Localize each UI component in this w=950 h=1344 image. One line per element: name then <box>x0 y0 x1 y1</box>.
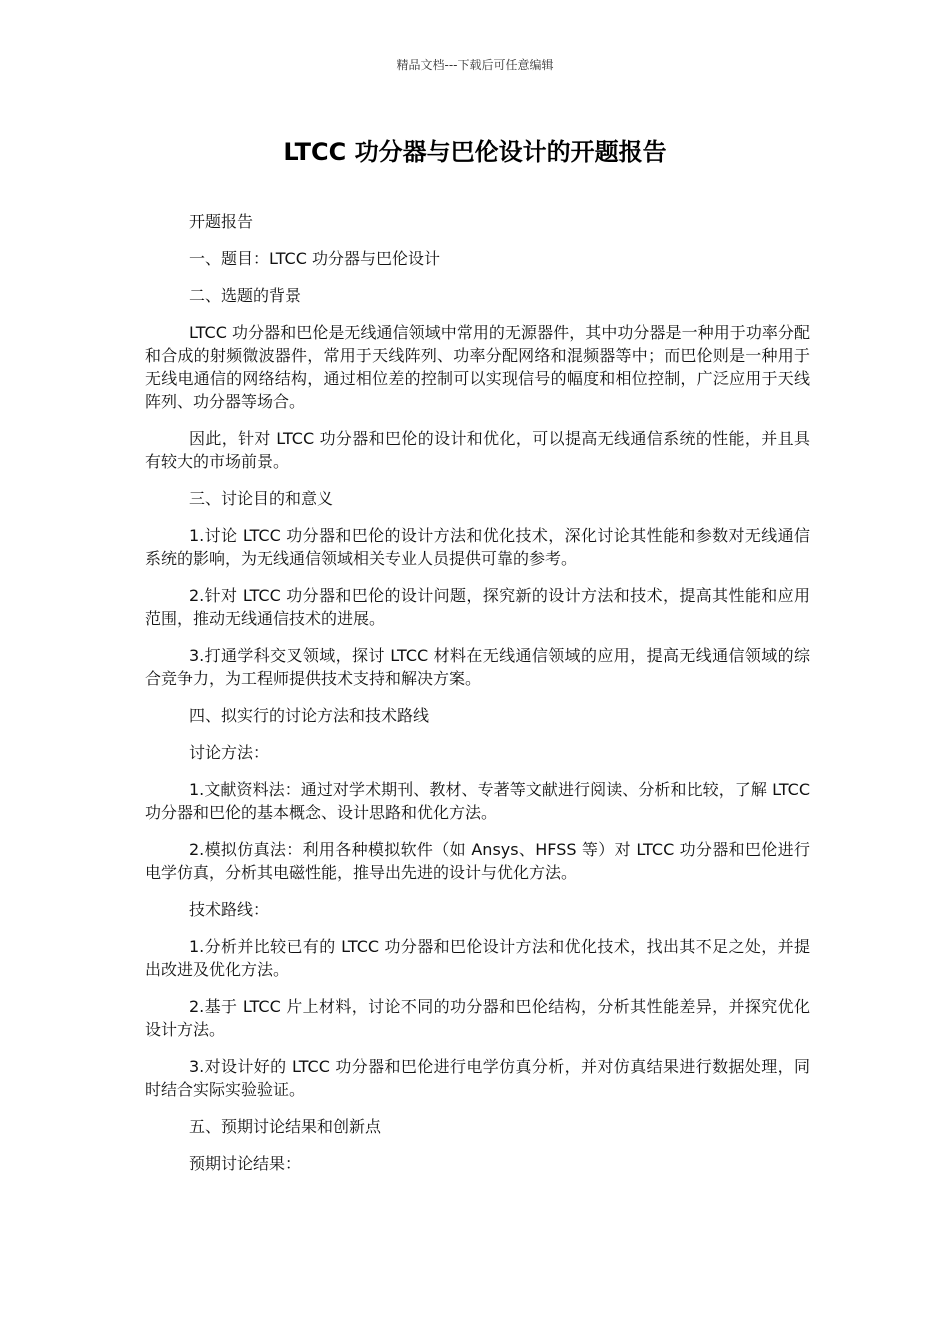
header-note: 精品文档---下载后可任意编辑 <box>396 58 554 72</box>
section-5-heading: 五、预期讨论结果和创新点 <box>189 1117 382 1136</box>
roadmap-item-3: 3.对设计好的 LTCC 功分器和巴伦进行电学仿真分析，并对仿真结果进行数据处理，同时结合实际实验验证。 <box>145 1057 810 1099</box>
document-title: LTCC 功分器与巴伦设计的开题报告 <box>283 138 667 166</box>
methods-subheading: 讨论方法： <box>189 743 270 762</box>
expected-results-subheading: 预期讨论结果： <box>189 1154 302 1173</box>
section-2-heading: 二、选题的背景 <box>189 286 302 305</box>
document-body <box>145 210 810 1189</box>
roadmap-subheading: 技术路线： <box>189 900 270 919</box>
roadmap-item-1: 1.分析并比较已有的 LTCC 功分器和巴伦设计方法和优化技术，找出其不足之处，并提出改进及优化方法。 <box>145 937 810 979</box>
roadmap-item-2: 2.基于 LTCC 片上材料，讨论不同的功分器和巴伦结构，分析其性能差异，并探究优化设计方法。 <box>145 997 810 1039</box>
background-paragraph: LTCC 功分器和巴伦是无线通信领域中常用的无源器件，其中功分器是一种用于功率分配和合成的射频微波器件，常用于天线阵列、功率分配网络和混频器等中；而巴伦则是一种用于无线电通信的网络结构，通过相位差的控制可以实现信号的幅度和相位控制，广泛应用于天线阵列、功分器等场合。 <box>145 323 810 411</box>
section-4-heading: 四、拟实行的讨论方法和技术路线 <box>189 706 430 725</box>
method-item-1: 1.文献资料法：通过对学术期刊、教材、专著等文献进行阅读、分析和比较，了解 LTCC 功分器和巴伦的基本概念、设计思路和优化方法。 <box>145 780 810 822</box>
method-item-2: 2.模拟仿真法：利用各种模拟软件（如 Ansys、HFSS 等）对 LTCC 功分器和巴伦进行电学仿真，分析其电磁性能，推导出先进的设计与优化方法。 <box>145 840 810 882</box>
section-3-heading: 三、讨论目的和意义 <box>189 489 334 508</box>
paragraph-report-label: 开题报告 <box>189 212 254 231</box>
section-1-heading: 一、题目：LTCC 功分器与巴伦设计 <box>189 249 440 268</box>
purpose-item-3: 3.打通学科交叉领域，探讨 LTCC 材料在无线通信领域的应用，提高无线通信领域的综合竞争力，为工程师提供技术支持和解决方案。 <box>145 646 810 688</box>
purpose-item-2: 2.针对 LTCC 功分器和巴伦的设计问题，探究新的设计方法和技术，提高其性能和应用范围，推动无线通信技术的进展。 <box>145 586 810 628</box>
background-conclusion-paragraph: 因此，针对 LTCC 功分器和巴伦的设计和优化，可以提高无线通信系统的性能，并且具有较大的市场前景。 <box>145 429 810 471</box>
purpose-item-1: 1.讨论 LTCC 功分器和巴伦的设计方法和优化技术，深化讨论其性能和参数对无线通信系统的影响，为无线通信领域相关专业人员提供可靠的参考。 <box>145 526 810 568</box>
